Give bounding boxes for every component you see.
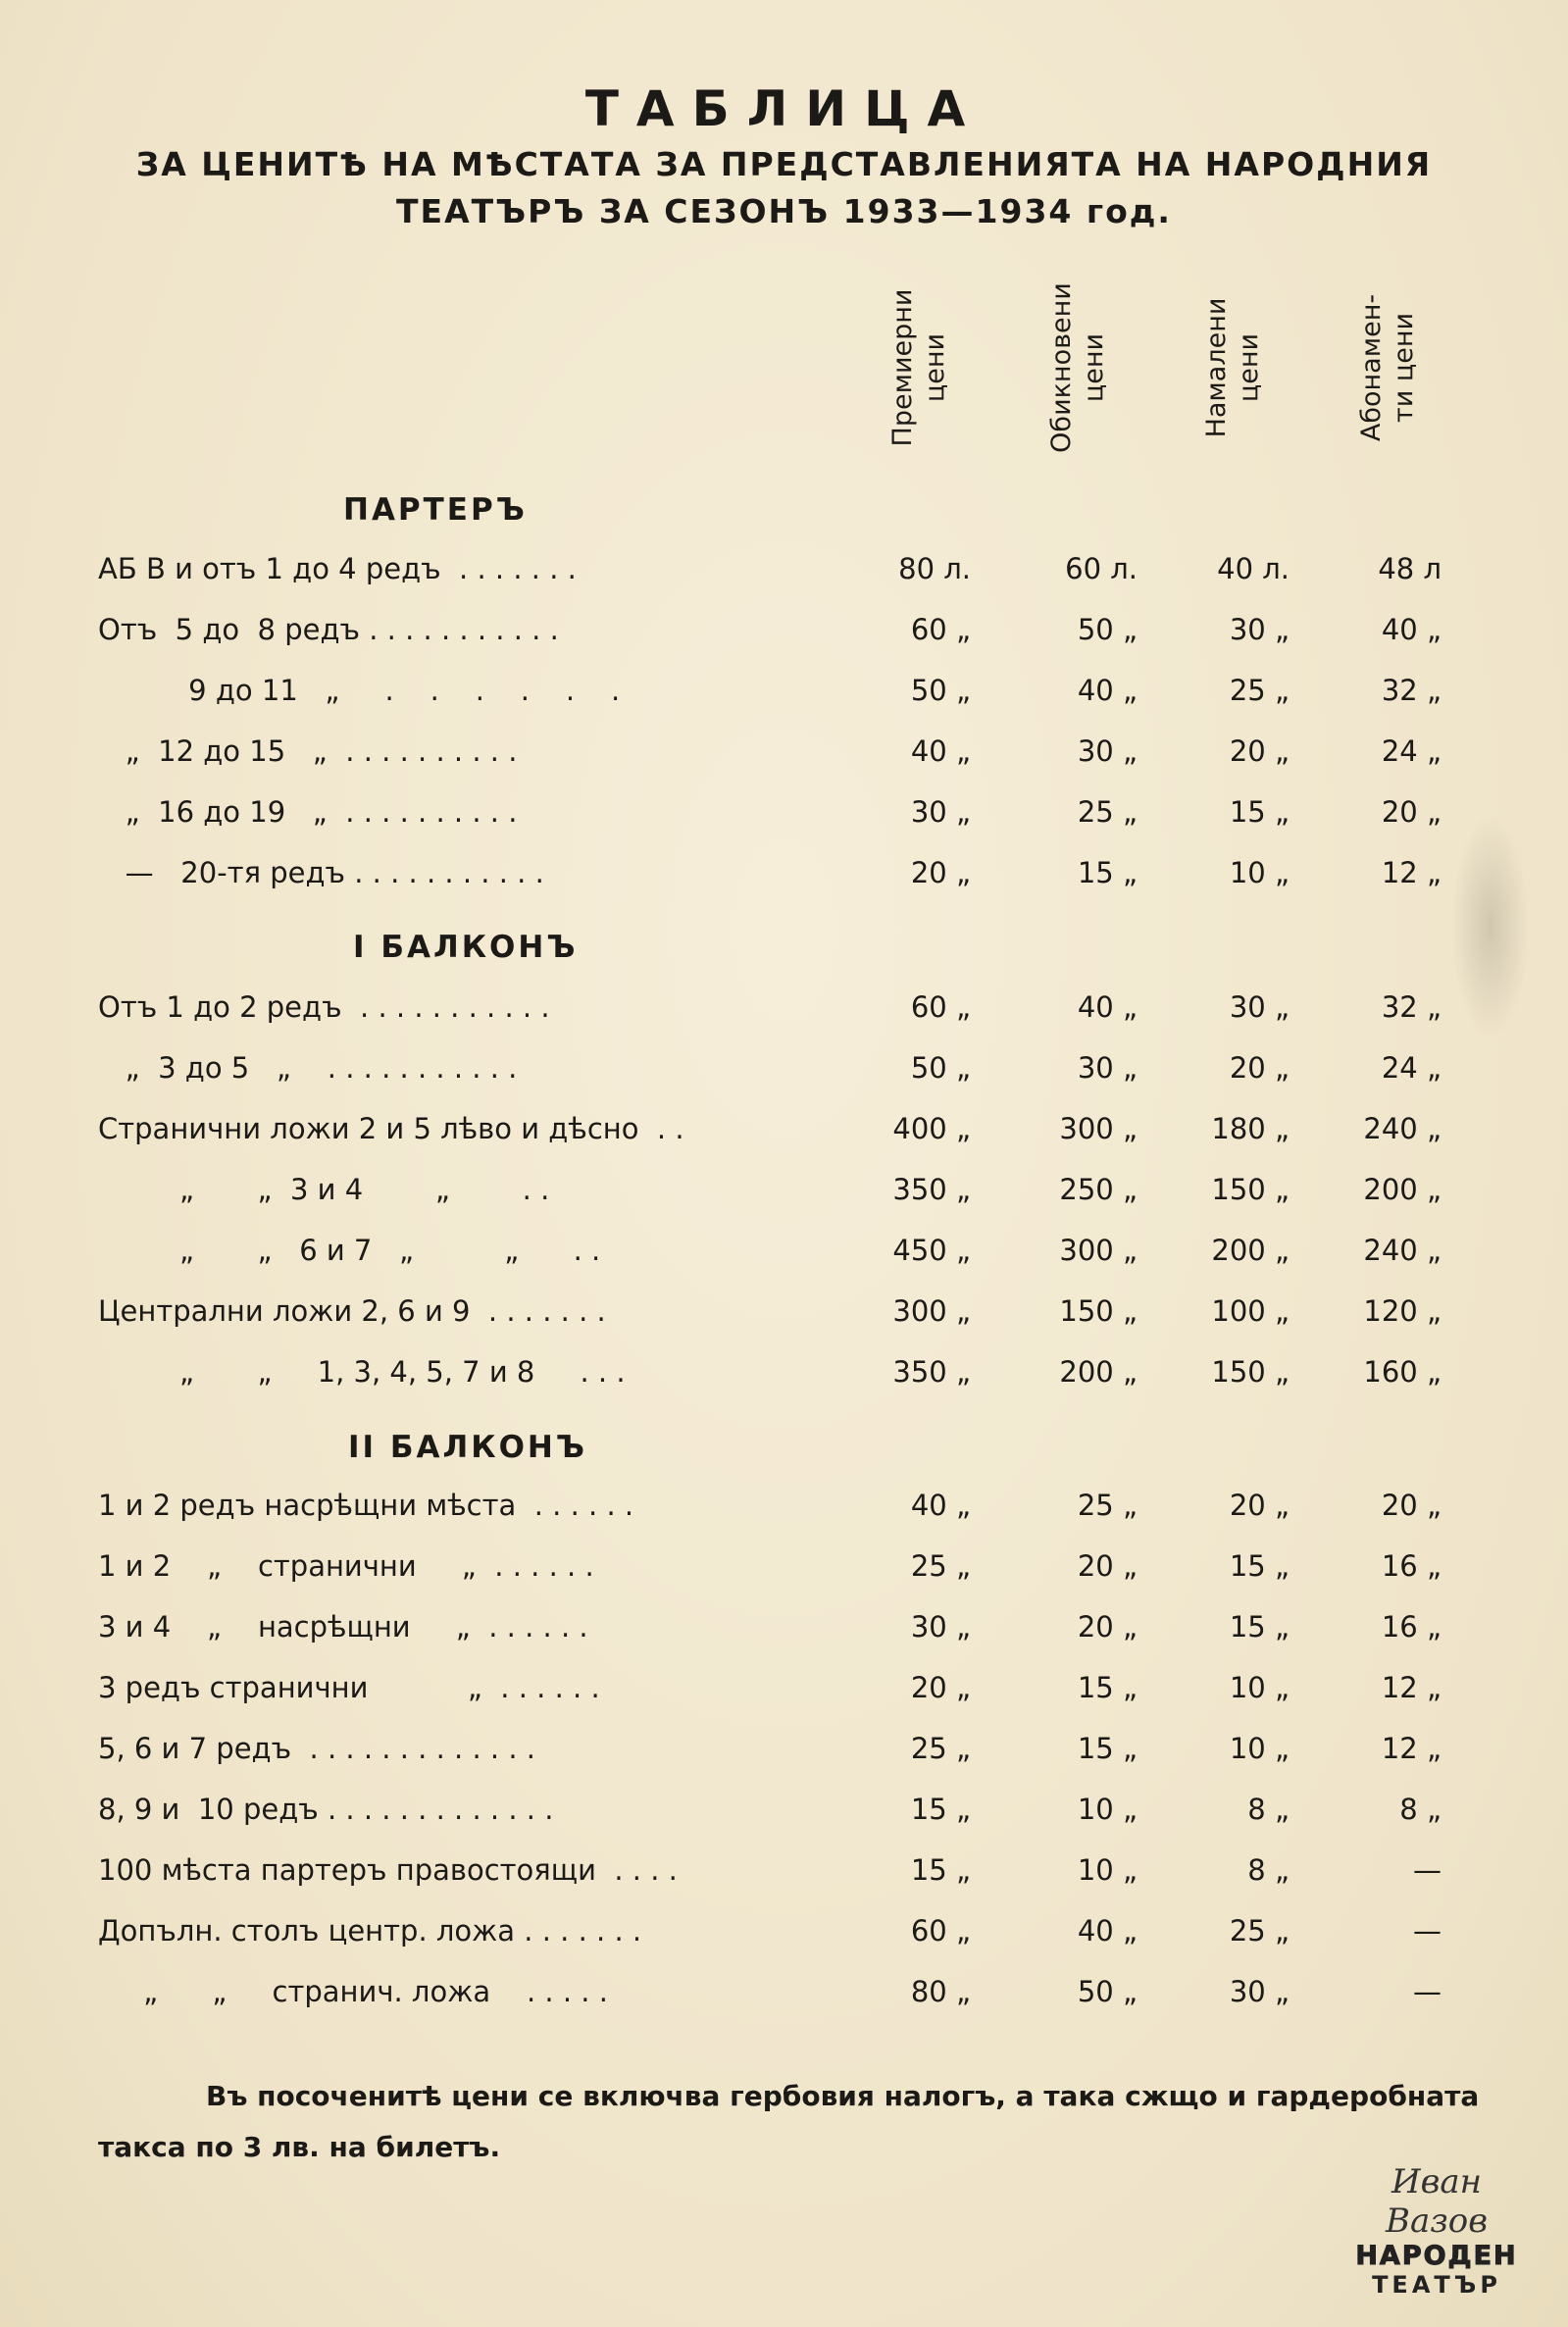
price-cell: 60 л. xyxy=(1065,552,1138,585)
table-row xyxy=(0,1173,1568,1218)
row-label: 9 до 11 „ . . . . . . xyxy=(98,674,621,707)
price-cell: 40 „ xyxy=(1077,990,1138,1024)
row-label: 3 редъ странични „ . . . . . . xyxy=(98,1671,600,1704)
row-label: „ „ 3 и 4 „ . . xyxy=(98,1173,550,1206)
price-cell: 12 „ xyxy=(1381,856,1442,889)
price-cell: 48 л xyxy=(1378,552,1442,585)
subtitle-line-2: ТЕАТЪРЪ ЗА СЕЗОНЪ 1933—1934 год. xyxy=(396,192,1172,230)
price-cell: 200 „ xyxy=(1059,1355,1138,1389)
row-label: 1 и 2 редъ насрѣщни мѣста . . . . . . xyxy=(98,1489,634,1522)
price-cell: 40 „ xyxy=(910,734,971,768)
price-cell: 150 „ xyxy=(1211,1173,1290,1206)
table-row xyxy=(0,674,1568,719)
price-cell: 40 „ xyxy=(1381,613,1442,646)
price-cell: 30 „ xyxy=(1077,1051,1138,1085)
price-cell: 10 „ xyxy=(1077,1793,1138,1826)
price-cell: 60 „ xyxy=(910,613,971,646)
price-cell: 20 „ xyxy=(1381,795,1442,829)
footnote: Въ посоченитѣ цени се включва гербовия налогъ, а така сжщо и гардеробната такса по 3 лв. на билетъ. xyxy=(98,2080,1480,2163)
price-cell: 8 „ xyxy=(1399,1793,1442,1826)
table-row xyxy=(0,1355,1568,1400)
price-cell: — xyxy=(1413,1853,1442,1887)
price-cell: 30 „ xyxy=(1229,613,1290,646)
row-label: „ „ странич. ложа . . . . . xyxy=(98,1975,608,2008)
row-label: — 20-тя редъ . . . . . . . . . . . xyxy=(98,856,544,889)
table-row xyxy=(0,1671,1568,1716)
column-header-reduced: Намалени цени xyxy=(1201,297,1264,438)
table-row xyxy=(0,734,1568,780)
price-cell: 8 „ xyxy=(1247,1793,1290,1826)
price-cell: 300 „ xyxy=(1059,1112,1138,1145)
price-cell: 50 „ xyxy=(910,674,971,707)
table-row xyxy=(0,1489,1568,1534)
price-cell: 24 „ xyxy=(1381,1051,1442,1085)
row-label: 3 и 4 „ насрѣщни „ . . . . . . xyxy=(98,1610,588,1644)
price-cell: 25 „ xyxy=(1229,674,1290,707)
row-label: „ „ 6 и 7 „ „ . . xyxy=(98,1234,601,1267)
price-cell: 240 „ xyxy=(1363,1234,1442,1267)
price-cell: 15 „ xyxy=(1229,795,1290,829)
price-cell: 40 „ xyxy=(910,1489,971,1522)
table-row xyxy=(0,1914,1568,1959)
row-label: „ 3 до 5 „ . . . . . . . . . . . xyxy=(98,1051,518,1085)
logo-line-2: ТЕАТЪР xyxy=(1372,2271,1501,2299)
section-heading-balcony-1: I БАЛКОНЪ xyxy=(353,930,579,965)
table-row xyxy=(0,613,1568,658)
price-cell: 10 „ xyxy=(1229,1732,1290,1765)
row-label: 1 и 2 „ странични „ . . . . . . xyxy=(98,1549,594,1583)
price-cell: 50 „ xyxy=(1077,1975,1138,2008)
row-label: Допълн. столъ центр. ложа . . . . . . . xyxy=(98,1914,642,1948)
section-heading-parter: ПАРТЕРЪ xyxy=(343,492,528,528)
price-cell: 25 „ xyxy=(910,1732,971,1765)
price-cell: 20 „ xyxy=(1229,734,1290,768)
price-cell: 32 „ xyxy=(1381,674,1442,707)
price-cell: 80 „ xyxy=(910,1975,971,2008)
price-cell: 16 „ xyxy=(1381,1610,1442,1644)
row-label: Централни ложи 2, 6 и 9 . . . . . . . xyxy=(98,1294,606,1328)
column-header-subscription: Абонамен- ти цени xyxy=(1356,293,1419,442)
table-row xyxy=(0,1610,1568,1655)
table-row xyxy=(0,795,1568,840)
price-cell: 50 „ xyxy=(1077,613,1138,646)
price-cell: 180 „ xyxy=(1211,1112,1290,1145)
price-cell: 15 „ xyxy=(1077,856,1138,889)
price-cell: 30 „ xyxy=(1229,1975,1290,2008)
price-cell: 30 „ xyxy=(1229,990,1290,1024)
price-cell: 15 „ xyxy=(1229,1610,1290,1644)
price-cell: 160 „ xyxy=(1363,1355,1442,1389)
row-label: Отъ 5 до 8 редъ . . . . . . . . . . . xyxy=(98,613,559,646)
price-cell: 350 „ xyxy=(892,1173,971,1206)
price-cell: 25 „ xyxy=(910,1549,971,1583)
price-cell: 300 „ xyxy=(1059,1234,1138,1267)
price-cell: 200 „ xyxy=(1211,1234,1290,1267)
table-row xyxy=(0,856,1568,901)
price-cell: 25 „ xyxy=(1077,795,1138,829)
table-row xyxy=(0,1975,1568,2020)
price-cell: 80 л. xyxy=(898,552,971,585)
price-cell: 30 „ xyxy=(910,795,971,829)
row-label: АБ В и отъ 1 до 4 редъ . . . . . . . xyxy=(98,552,577,585)
price-cell: 50 „ xyxy=(910,1051,971,1085)
price-cell: 15 „ xyxy=(1077,1671,1138,1704)
price-cell: 20 „ xyxy=(1229,1051,1290,1085)
price-cell: 40 л. xyxy=(1217,552,1290,585)
price-cell: 150 „ xyxy=(1211,1355,1290,1389)
subtitle-line-1: ЗА ЦЕНИТѢ НА МѢСТАТА ЗА ПРЕДСТАВЛЕНИЯТА НА НАРОДНИЯ xyxy=(135,145,1433,183)
table-row xyxy=(0,552,1568,597)
price-cell: 10 „ xyxy=(1229,1671,1290,1704)
price-cell: 450 „ xyxy=(892,1234,971,1267)
price-cell: 15 „ xyxy=(1077,1732,1138,1765)
row-label: 8, 9 и 10 редъ . . . . . . . . . . . . . xyxy=(98,1793,554,1826)
table-row xyxy=(0,1051,1568,1096)
price-cell: 60 „ xyxy=(910,1914,971,1948)
price-cell: 40 „ xyxy=(1077,674,1138,707)
column-header-premiere: Премиерни цени xyxy=(887,288,950,447)
price-cell: 240 „ xyxy=(1363,1112,1442,1145)
price-cell: 20 „ xyxy=(1077,1549,1138,1583)
price-cell: 60 „ xyxy=(910,990,971,1024)
price-cell: 20 „ xyxy=(910,856,971,889)
price-cell: 10 „ xyxy=(1229,856,1290,889)
price-cell: 350 „ xyxy=(892,1355,971,1389)
row-label: 5, 6 и 7 редъ . . . . . . . . . . . . . xyxy=(98,1732,535,1765)
column-header-regular: Обикновени цени xyxy=(1046,282,1109,453)
price-cell: 16 „ xyxy=(1381,1549,1442,1583)
row-label: Отъ 1 до 2 редъ . . . . . . . . . . . xyxy=(98,990,550,1024)
table-row xyxy=(0,1234,1568,1279)
table-row xyxy=(0,1793,1568,1838)
table-row xyxy=(0,1853,1568,1898)
price-cell: 25 „ xyxy=(1077,1489,1138,1522)
price-cell: 300 „ xyxy=(892,1294,971,1328)
price-cell: 12 „ xyxy=(1381,1671,1442,1704)
price-cell: 100 „ xyxy=(1211,1294,1290,1328)
price-cell: 250 „ xyxy=(1059,1173,1138,1206)
row-label: „ 16 до 19 „ . . . . . . . . . . xyxy=(98,795,518,829)
price-cell: 12 „ xyxy=(1381,1732,1442,1765)
price-cell: 20 „ xyxy=(1229,1489,1290,1522)
price-cell: 150 „ xyxy=(1059,1294,1138,1328)
table-row xyxy=(0,990,1568,1036)
price-cell: — xyxy=(1413,1975,1442,2008)
row-label: „ 12 до 15 „ . . . . . . . . . . xyxy=(98,734,518,768)
table-row xyxy=(0,1294,1568,1340)
price-cell: 20 „ xyxy=(1381,1489,1442,1522)
price-cell: 32 „ xyxy=(1381,990,1442,1024)
price-cell: 20 „ xyxy=(1077,1610,1138,1644)
row-label: Странични ложи 2 и 5 лѣво и дѣсно . . xyxy=(98,1112,684,1145)
price-cell: 200 „ xyxy=(1363,1173,1442,1206)
price-cell: 120 „ xyxy=(1363,1294,1442,1328)
price-cell: 40 „ xyxy=(1077,1914,1138,1948)
page-title: ТАБЛИЦА xyxy=(584,80,984,137)
price-cell: 30 „ xyxy=(1077,734,1138,768)
price-cell: 30 „ xyxy=(910,1610,971,1644)
price-cell: 15 „ xyxy=(910,1853,971,1887)
price-cell: 8 „ xyxy=(1247,1853,1290,1887)
row-label: „ „ 1, 3, 4, 5, 7 и 8 . . . xyxy=(98,1355,626,1389)
price-cell: — xyxy=(1413,1914,1442,1948)
price-cell: 20 „ xyxy=(910,1671,971,1704)
row-label: 100 мѣста партеръ правостоящи . . . . xyxy=(98,1853,678,1887)
price-cell: 24 „ xyxy=(1381,734,1442,768)
logo-signature: Иван Вазов xyxy=(1385,2162,1489,2241)
table-row xyxy=(0,1549,1568,1594)
price-cell: 15 „ xyxy=(1229,1549,1290,1583)
national-theatre-logo xyxy=(1353,2162,1520,2299)
table-row xyxy=(0,1732,1568,1777)
price-cell: 25 „ xyxy=(1229,1914,1290,1948)
table-row xyxy=(0,1112,1568,1157)
price-cell: 400 „ xyxy=(892,1112,971,1145)
logo-line-1: НАРОДЕН xyxy=(1355,2241,1518,2271)
price-cell: 15 „ xyxy=(910,1793,971,1826)
section-heading-balcony-2: II БАЛКОНЪ xyxy=(348,1430,587,1465)
price-cell: 10 „ xyxy=(1077,1853,1138,1887)
